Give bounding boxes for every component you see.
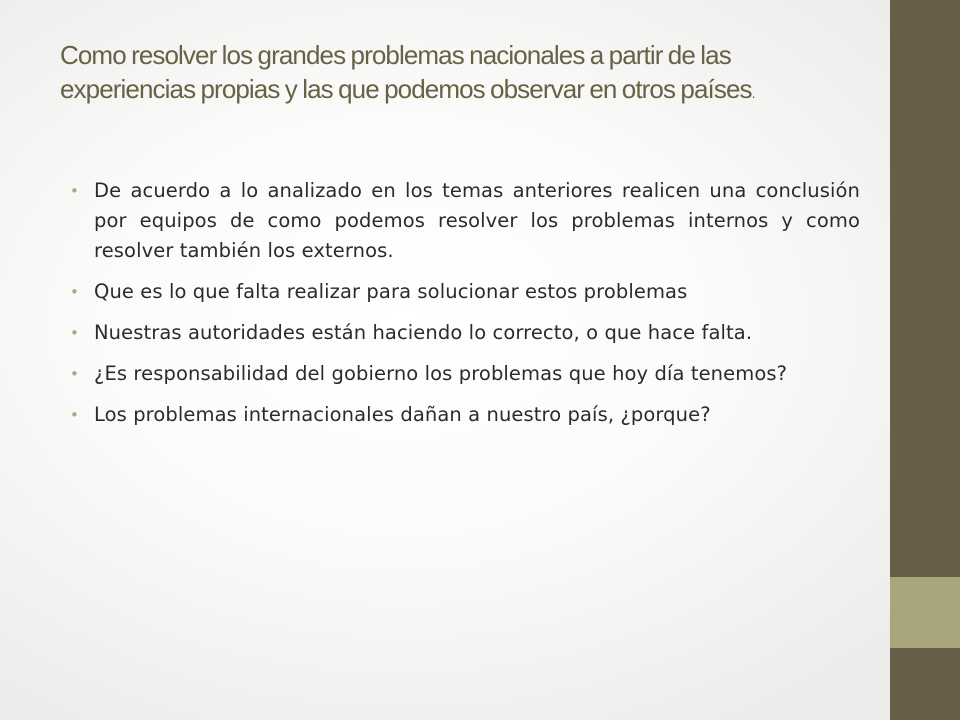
bullet-text: De acuerdo a lo analizado en los temas anteriores realicen una conclusión por equipos de como podemos resolver los problemas internos y como resolver también los externos.	[94, 179, 860, 262]
bullet-item	[70, 318, 860, 348]
bullet-dot-icon: •	[70, 182, 79, 200]
bullet-text: ¿Es responsabilidad del gobierno los problemas que hoy día tenemos?	[94, 362, 788, 385]
bullet-text: Los problemas internacionales dañan a nuestro país, ¿porque?	[94, 403, 711, 426]
bullet-item	[70, 359, 860, 389]
bullet-item	[70, 400, 860, 430]
bullet-dot-icon: •	[70, 324, 79, 342]
bullet-item	[70, 176, 860, 266]
bullet-dot-icon: •	[70, 365, 79, 383]
sidebar-dark-band-bottom	[890, 648, 960, 720]
sidebar-light-band	[890, 577, 960, 648]
bullet-list	[70, 176, 860, 441]
bullet-text: Que es lo que falta realizar para solucionar estos problemas	[94, 280, 688, 303]
sidebar-dark-band-top	[890, 0, 960, 577]
slide-title	[60, 38, 850, 110]
bullet-text: Nuestras autoridades están haciendo lo correcto, o que hace falta.	[94, 321, 753, 344]
slide-title-text: Como resolver los grandes problemas nacionales a partir de las experiencias propias y las que podemos observar en otros países	[60, 40, 752, 104]
slide-title-period: .	[751, 85, 755, 101]
bullet-dot-icon: •	[70, 283, 79, 301]
decorative-sidebar	[890, 0, 960, 720]
bullet-item	[70, 277, 860, 307]
bullet-dot-icon: •	[70, 406, 79, 424]
